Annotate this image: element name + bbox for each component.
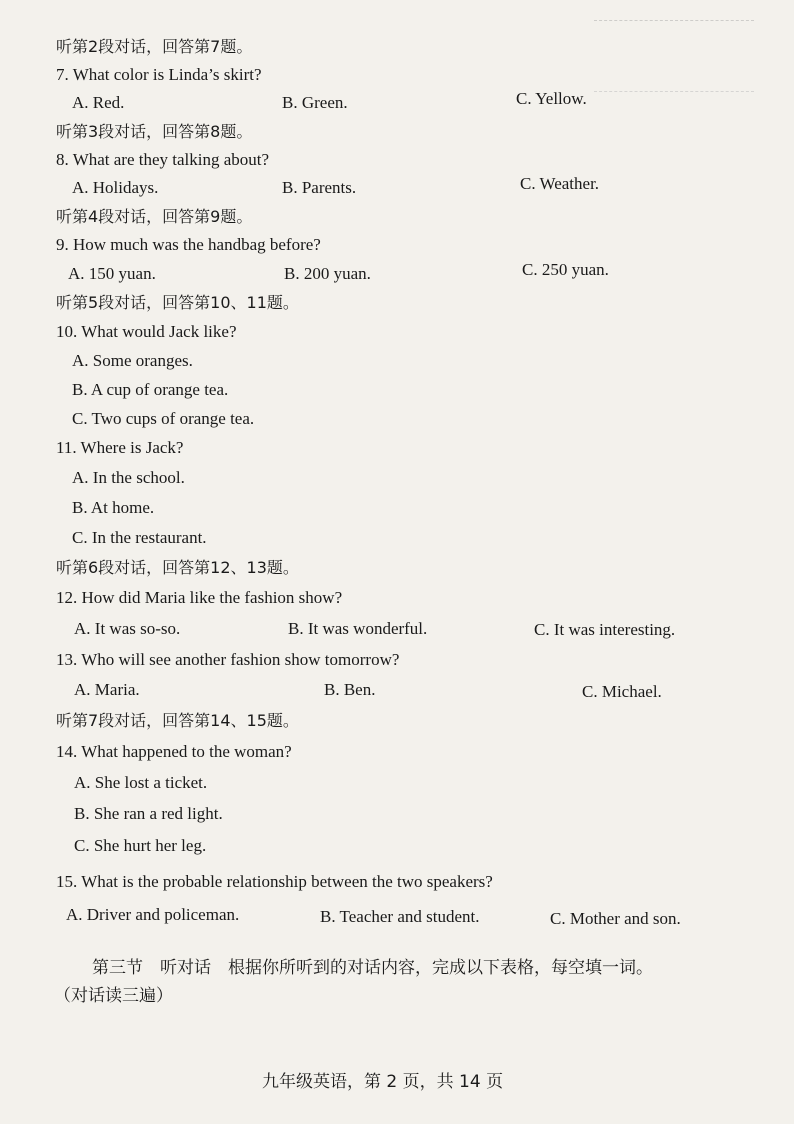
question-13-option-a: A. Maria.	[74, 680, 140, 699]
question-9-option-c: C. 250 yuan.	[522, 260, 609, 279]
question-11-option-b: B. At home.	[72, 498, 155, 517]
question-7-option-a: A. Red.	[72, 93, 125, 112]
question-10-option-c: C. Two cups of orange tea.	[72, 409, 255, 428]
question-12-option-b: B. It was wonderful.	[288, 619, 428, 638]
question-7-option-b: B. Green.	[282, 93, 348, 112]
instruction-dialogue-3: 听第3段对话，回答第8题。	[56, 122, 253, 141]
bleed-through-box	[594, 20, 754, 92]
section-3-note: （对话读三遍）	[54, 986, 173, 1006]
question-8-option-b: B. Parents.	[282, 178, 357, 197]
question-13-option-c: C. Michael.	[582, 682, 662, 701]
instruction-dialogue-5: 听第5段对话，回答第10、11题。	[56, 293, 299, 312]
question-14-option-a: A. She lost a ticket.	[74, 773, 208, 792]
question-15-option-c: C. Mother and son.	[550, 909, 681, 928]
question-7-option-c: C. Yellow.	[516, 89, 587, 108]
question-12-option-c: C. It was interesting.	[534, 620, 676, 639]
question-14-option-c: C. She hurt her leg.	[74, 836, 207, 855]
question-15-option-a: A. Driver and policeman.	[66, 905, 240, 924]
question-11-option-c: C. In the restaurant.	[72, 528, 207, 547]
question-9-option-b: B. 200 yuan.	[284, 264, 371, 283]
question-9-stem: 9. How much was the handbag before?	[56, 235, 321, 254]
question-12-stem: 12. How did Maria like the fashion show?	[56, 588, 343, 607]
page-footer: 九年级英语，第 2 页，共 14 页	[262, 1072, 504, 1092]
question-10-option-a: A. Some oranges.	[72, 351, 193, 370]
question-11-option-a: A. In the school.	[72, 468, 185, 487]
question-13-stem: 13. Who will see another fashion show tomorrow?	[56, 650, 400, 669]
question-10-option-b: B. A cup of orange tea.	[72, 380, 229, 399]
question-14-option-b: B. She ran a red light.	[74, 804, 223, 823]
instruction-dialogue-6: 听第6段对话，回答第12、13题。	[56, 558, 299, 577]
question-11-stem: 11. Where is Jack?	[56, 438, 184, 457]
question-10-stem: 10. What would Jack like?	[56, 322, 237, 341]
question-12-option-a: A. It was so-so.	[74, 619, 181, 638]
question-13-option-b: B. Ben.	[324, 680, 376, 699]
question-14-stem: 14. What happened to the woman?	[56, 742, 292, 761]
instruction-dialogue-4: 听第4段对话，回答第9题。	[56, 207, 253, 226]
question-9-option-a: A. 150 yuan.	[68, 264, 156, 283]
instruction-dialogue-7: 听第7段对话，回答第14、15题。	[56, 711, 299, 730]
section-3-title: 第三节 听对话 根据你所听到的对话内容，完成以下表格，每空填一词。	[92, 958, 653, 978]
question-8-option-a: A. Holidays.	[72, 178, 159, 197]
instruction-dialogue-2: 听第2段对话，回答第7题。	[56, 37, 253, 56]
question-15-option-b: B. Teacher and student.	[320, 907, 480, 926]
question-8-stem: 8. What are they talking about?	[56, 150, 270, 169]
question-8-option-c: C. Weather.	[520, 174, 600, 193]
question-15-stem: 15. What is the probable relationship between the two speakers?	[56, 872, 493, 891]
question-7-stem: 7. What color is Linda’s skirt?	[56, 65, 262, 84]
